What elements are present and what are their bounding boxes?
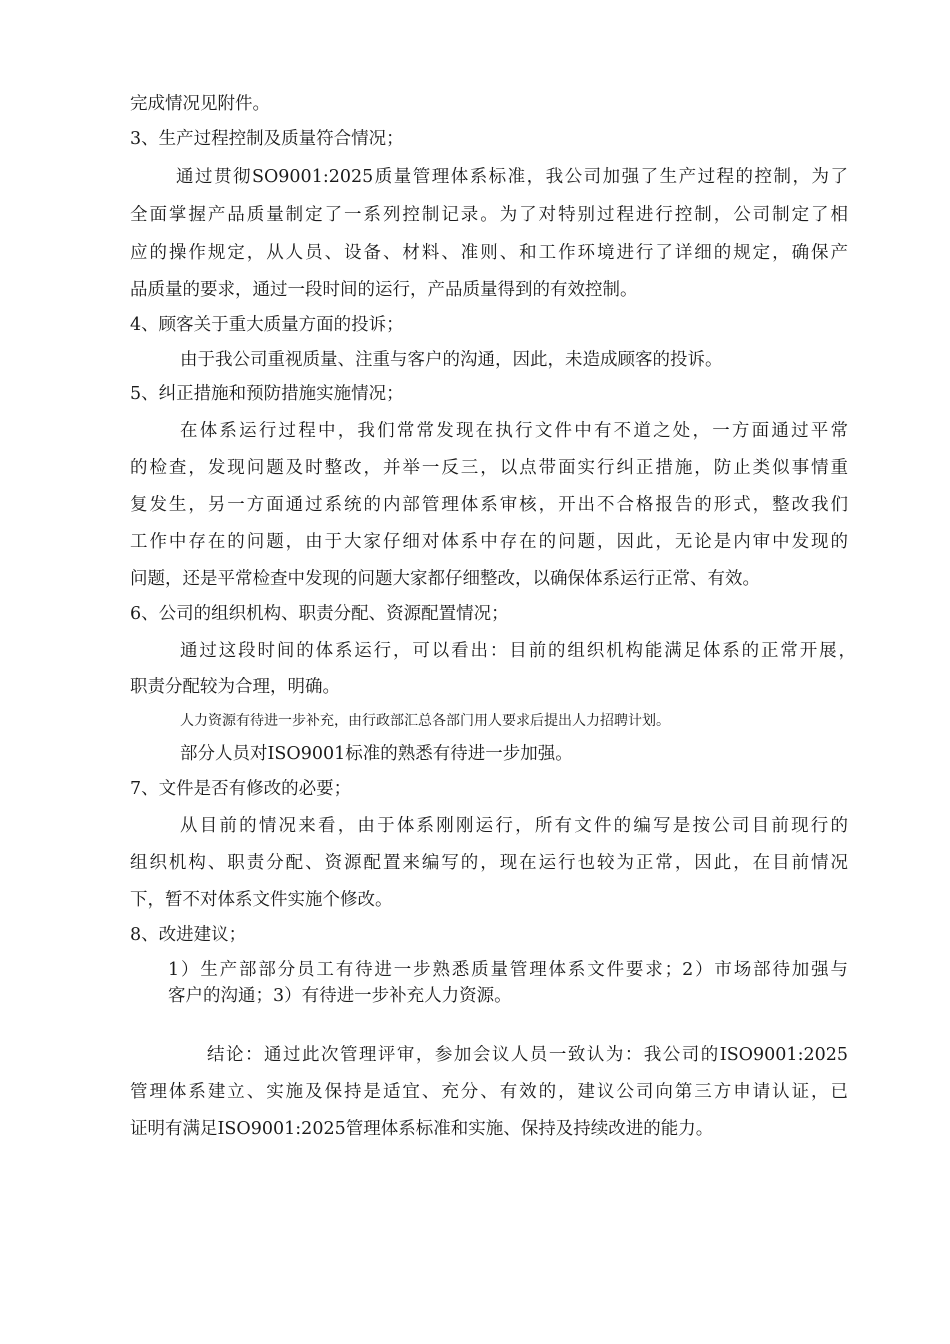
paragraph-line: 通过贯彻SO9001:2025质量管理体系标准，我公司加强了生产过程的控制，为了	[176, 167, 848, 187]
section-heading-3: 3、生产过程控制及质量符合情况；	[130, 129, 404, 149]
paragraph-line: 品质量的要求，通过一段时间的运行，产品质量得到的有效控制。	[130, 280, 638, 300]
paragraph-line: 在体系运行过程中，我们常常发现在执行文件中有不道之处，一方面通过平常	[180, 421, 848, 441]
paragraph-line: 下，暂不对体系文件实施个修改。	[130, 890, 393, 910]
paragraph-line: 客户的沟通；3）有待进一步补充人力资源。	[168, 986, 512, 1006]
paragraph-line: 职责分配较为合理，明确。	[130, 677, 340, 697]
paragraph-line: 1）生产部部分员工有待进一步熟悉质量管理体系文件要求；2）市场部待加强与	[168, 960, 848, 980]
paragraph-line: 复发生，另一方面通过系统的内部管理体系审核，开出不合格报告的形式，整改我们	[130, 495, 848, 515]
paragraph-line: 通过这段时间的体系运行，可以看出：目前的组织机构能满足体系的正常开展，	[180, 641, 856, 661]
paragraph-line: 全面掌握产品质量制定了一系列控制记录。为了对特别过程进行控制，公司制定了相	[130, 205, 848, 225]
paragraph-line: 问题，还是平常检查中发现的问题大家都仔细整改，以确保体系运行正常、有效。	[130, 569, 760, 589]
section-heading-8: 8、改进建议；	[130, 925, 247, 945]
conclusion-line: 管理体系建立、实施及保持是适宜、充分、有效的，建议公司向第三方申请认证，已	[130, 1082, 848, 1102]
section-heading-7: 7、文件是否有修改的必要；	[130, 779, 352, 799]
paragraph-line: 部分人员对ISO9001标准的熟悉有待进一步加强。	[180, 744, 573, 764]
paragraph-line: 人力资源有待进一步补充，由行政部汇总各部门用人要求后提出人力招聘计划。	[180, 713, 670, 729]
paragraph-line: 由于我公司重视质量、注重与客户的沟通，因此，未造成顾客的投诉。	[180, 350, 723, 370]
paragraph-line: 应的操作规定，从人员、设备、材料、准则、和工作环境进行了详细的规定，确保产	[130, 243, 848, 263]
paragraph-line: 的检查，发现问题及时整改，并举一反三，以点带面实行纠正措施，防止类似事情重	[130, 458, 848, 478]
section-heading-5: 5、纠正措施和预防措施实施情况；	[130, 384, 404, 404]
text-line: 完成情况见附件。	[130, 94, 270, 114]
paragraph-line: 组织机构、职责分配、资源配置来编写的，现在运行也较为正常，因此，在目前情况	[130, 853, 848, 873]
paragraph-line: 从目前的情况来看，由于体系刚刚运行，所有文件的编写是按公司目前现行的	[180, 816, 848, 836]
section-heading-4: 4、顾客关于重大质量方面的投诉；	[130, 315, 404, 335]
section-heading-6: 6、公司的组织机构、职责分配、资源配置情况；	[130, 604, 509, 624]
paragraph-line: 工作中存在的问题，由于大家仔细对体系中存在的问题，因此，无论是内审中发现的	[130, 532, 848, 552]
conclusion-line: 结论：通过此次管理评审，参加会议人员一致认为：我公司的ISO9001:2025	[207, 1045, 848, 1065]
conclusion-line: 证明有满足ISO9001:2025管理体系标准和实施、保持及持续改进的能力。	[130, 1119, 714, 1139]
